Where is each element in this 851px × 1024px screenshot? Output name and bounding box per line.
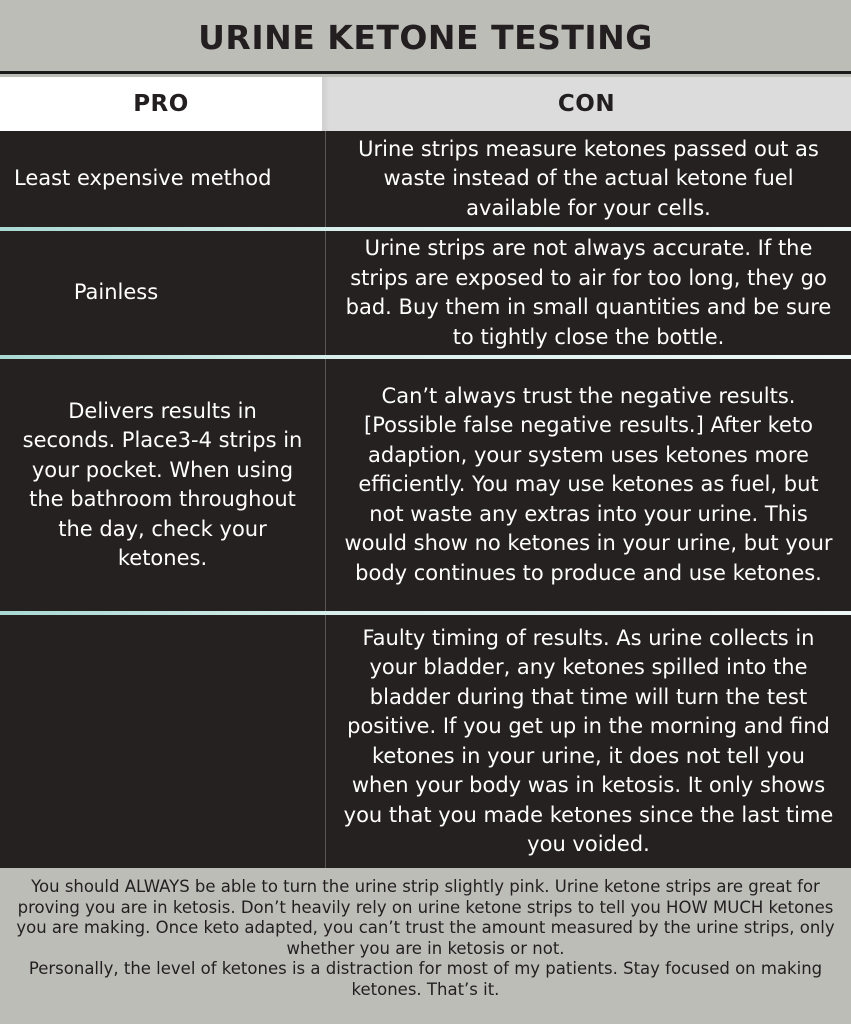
table-row (0, 131, 851, 227)
con-cell: Urine strips are not always accurate. If the strips are exposed to air for too long, they go bad. Buy them in small quantities and be sure to tightly close the bottle. (345, 236, 832, 349)
con-column-header: CON (322, 77, 851, 131)
table-row (0, 615, 851, 868)
pro-cell: Painless (73, 280, 159, 305)
page-title: URINE KETONE TESTING (198, 18, 653, 57)
pro-column-header: PRO (0, 77, 322, 131)
pro-cell: Least expensive method (14, 166, 272, 191)
table-row (0, 231, 851, 355)
title-bar (0, 0, 851, 74)
con-cell: Faulty timing of results. As urine collects in your bladder, any ketones spilled into the bladder during that time will turn the test positive. If you get up in the morning and find ketones in your urine, it does not tell you when your body was in ketosis. It only shows you that you made ketones since the last time you voided. (343, 625, 834, 856)
footer-paragraph: Personally, the level of ketones is a distraction for most of my patients. Stay focused on making ketones. That’s it. (28, 959, 823, 999)
pro-cell: Delivers results in seconds. Place3-4 strips in your pocket. When using the bathroom throughout the day, check your ketones. (22, 398, 303, 570)
table-row (0, 359, 851, 611)
pro-cell (0, 615, 325, 868)
con-cell: Can’t always trust the negative results. [Possible false negative results.] After keto adaption, your system uses ketones more efficiently. You may use ketones as fuel, but not waste any extras into your urine. This would show no ketones in your urine, but your body continues to produce and use ketones. (344, 383, 833, 585)
con-cell: Urine strips measure ketones passed out as waste instead of the actual ketone fuel available for your cells. (358, 136, 819, 220)
footer-note (0, 868, 851, 1024)
footer-paragraph: You should ALWAYS be able to turn the urine strip slightly pink. Urine ketone strips are great for proving you are in ketosis. Don’t heavily rely on urine ketone strips to tell you HOW MUCH ketones you are making. Once keto adapted, you can’t trust the amount measured by the urine strips, only whether you are in ketosis or not. (16, 877, 835, 958)
